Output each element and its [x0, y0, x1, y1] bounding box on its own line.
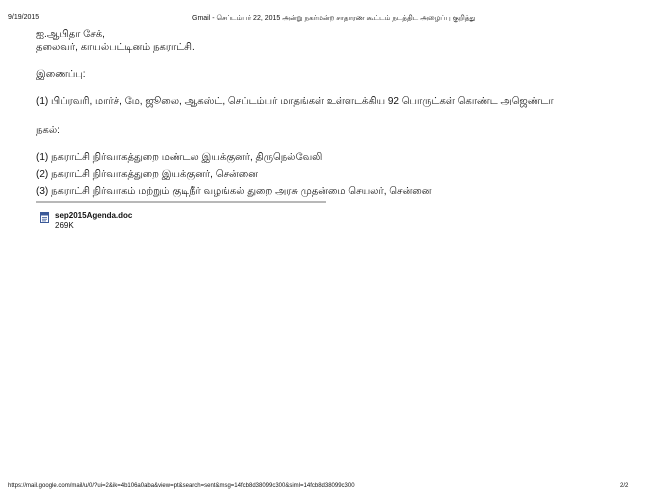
- print-date: 9/19/2015: [8, 14, 40, 21]
- attachment-item[interactable]: [40, 211, 132, 231]
- enclosure-item: (1) பிப்ரவரி, மார்ச், மே, ஜூலை, ஆகஸ்ட், செப்டம்பர் மாதங்கள் உள்ளடக்கிய 92 பொருட்கள் கொண்ட அஜெண்டா: [36, 96, 554, 107]
- enclosure-heading: இணைப்பு:: [36, 69, 86, 80]
- word-document-icon: [40, 212, 49, 223]
- copy-heading: நகல்:: [36, 125, 60, 136]
- copy-item-2: (2) நகராட்சி நிர்வாகத்துறை இயக்குனர், சென்னை: [36, 169, 258, 180]
- attachment-filename[interactable]: sep2015Agenda.doc: [55, 211, 133, 220]
- signature-title: தலைவர், காயல்பட்டினம் நகராட்சி.: [36, 42, 195, 53]
- attachment-size: 269K: [55, 221, 74, 230]
- email-body: [36, 28, 636, 198]
- page-number: 2/2: [620, 483, 629, 489]
- copy-item-3: (3) நகராட்சி நிர்வாகம் மற்றும் குடிநீர் வழங்கல் துறை அரசு முதன்மை செயலர், சென்னை: [36, 186, 432, 197]
- signature-name: ஐ.ஆபிதா சேக்,: [36, 29, 105, 40]
- footer-url: https://mail.google.com/mail/u/0/?ui=2&ik=4b106a0aba&view=pt&search=sent&msg=14fcb8d38099c300&siml=14fcb8d38099c300: [8, 483, 355, 489]
- copy-item-1: (1) நகராட்சி நிர்வாகத்துறை மண்டல இயக்குனர், திருநெல்வேலி: [36, 152, 323, 163]
- page-title: Gmail - செப்டம்பர் 22, 2015 அன்று நகர்மன்ற சாதாரண கூட்டம் நடத்திட அழைப்பு குறித்து: [192, 15, 476, 22]
- attachment-divider: [36, 201, 326, 203]
